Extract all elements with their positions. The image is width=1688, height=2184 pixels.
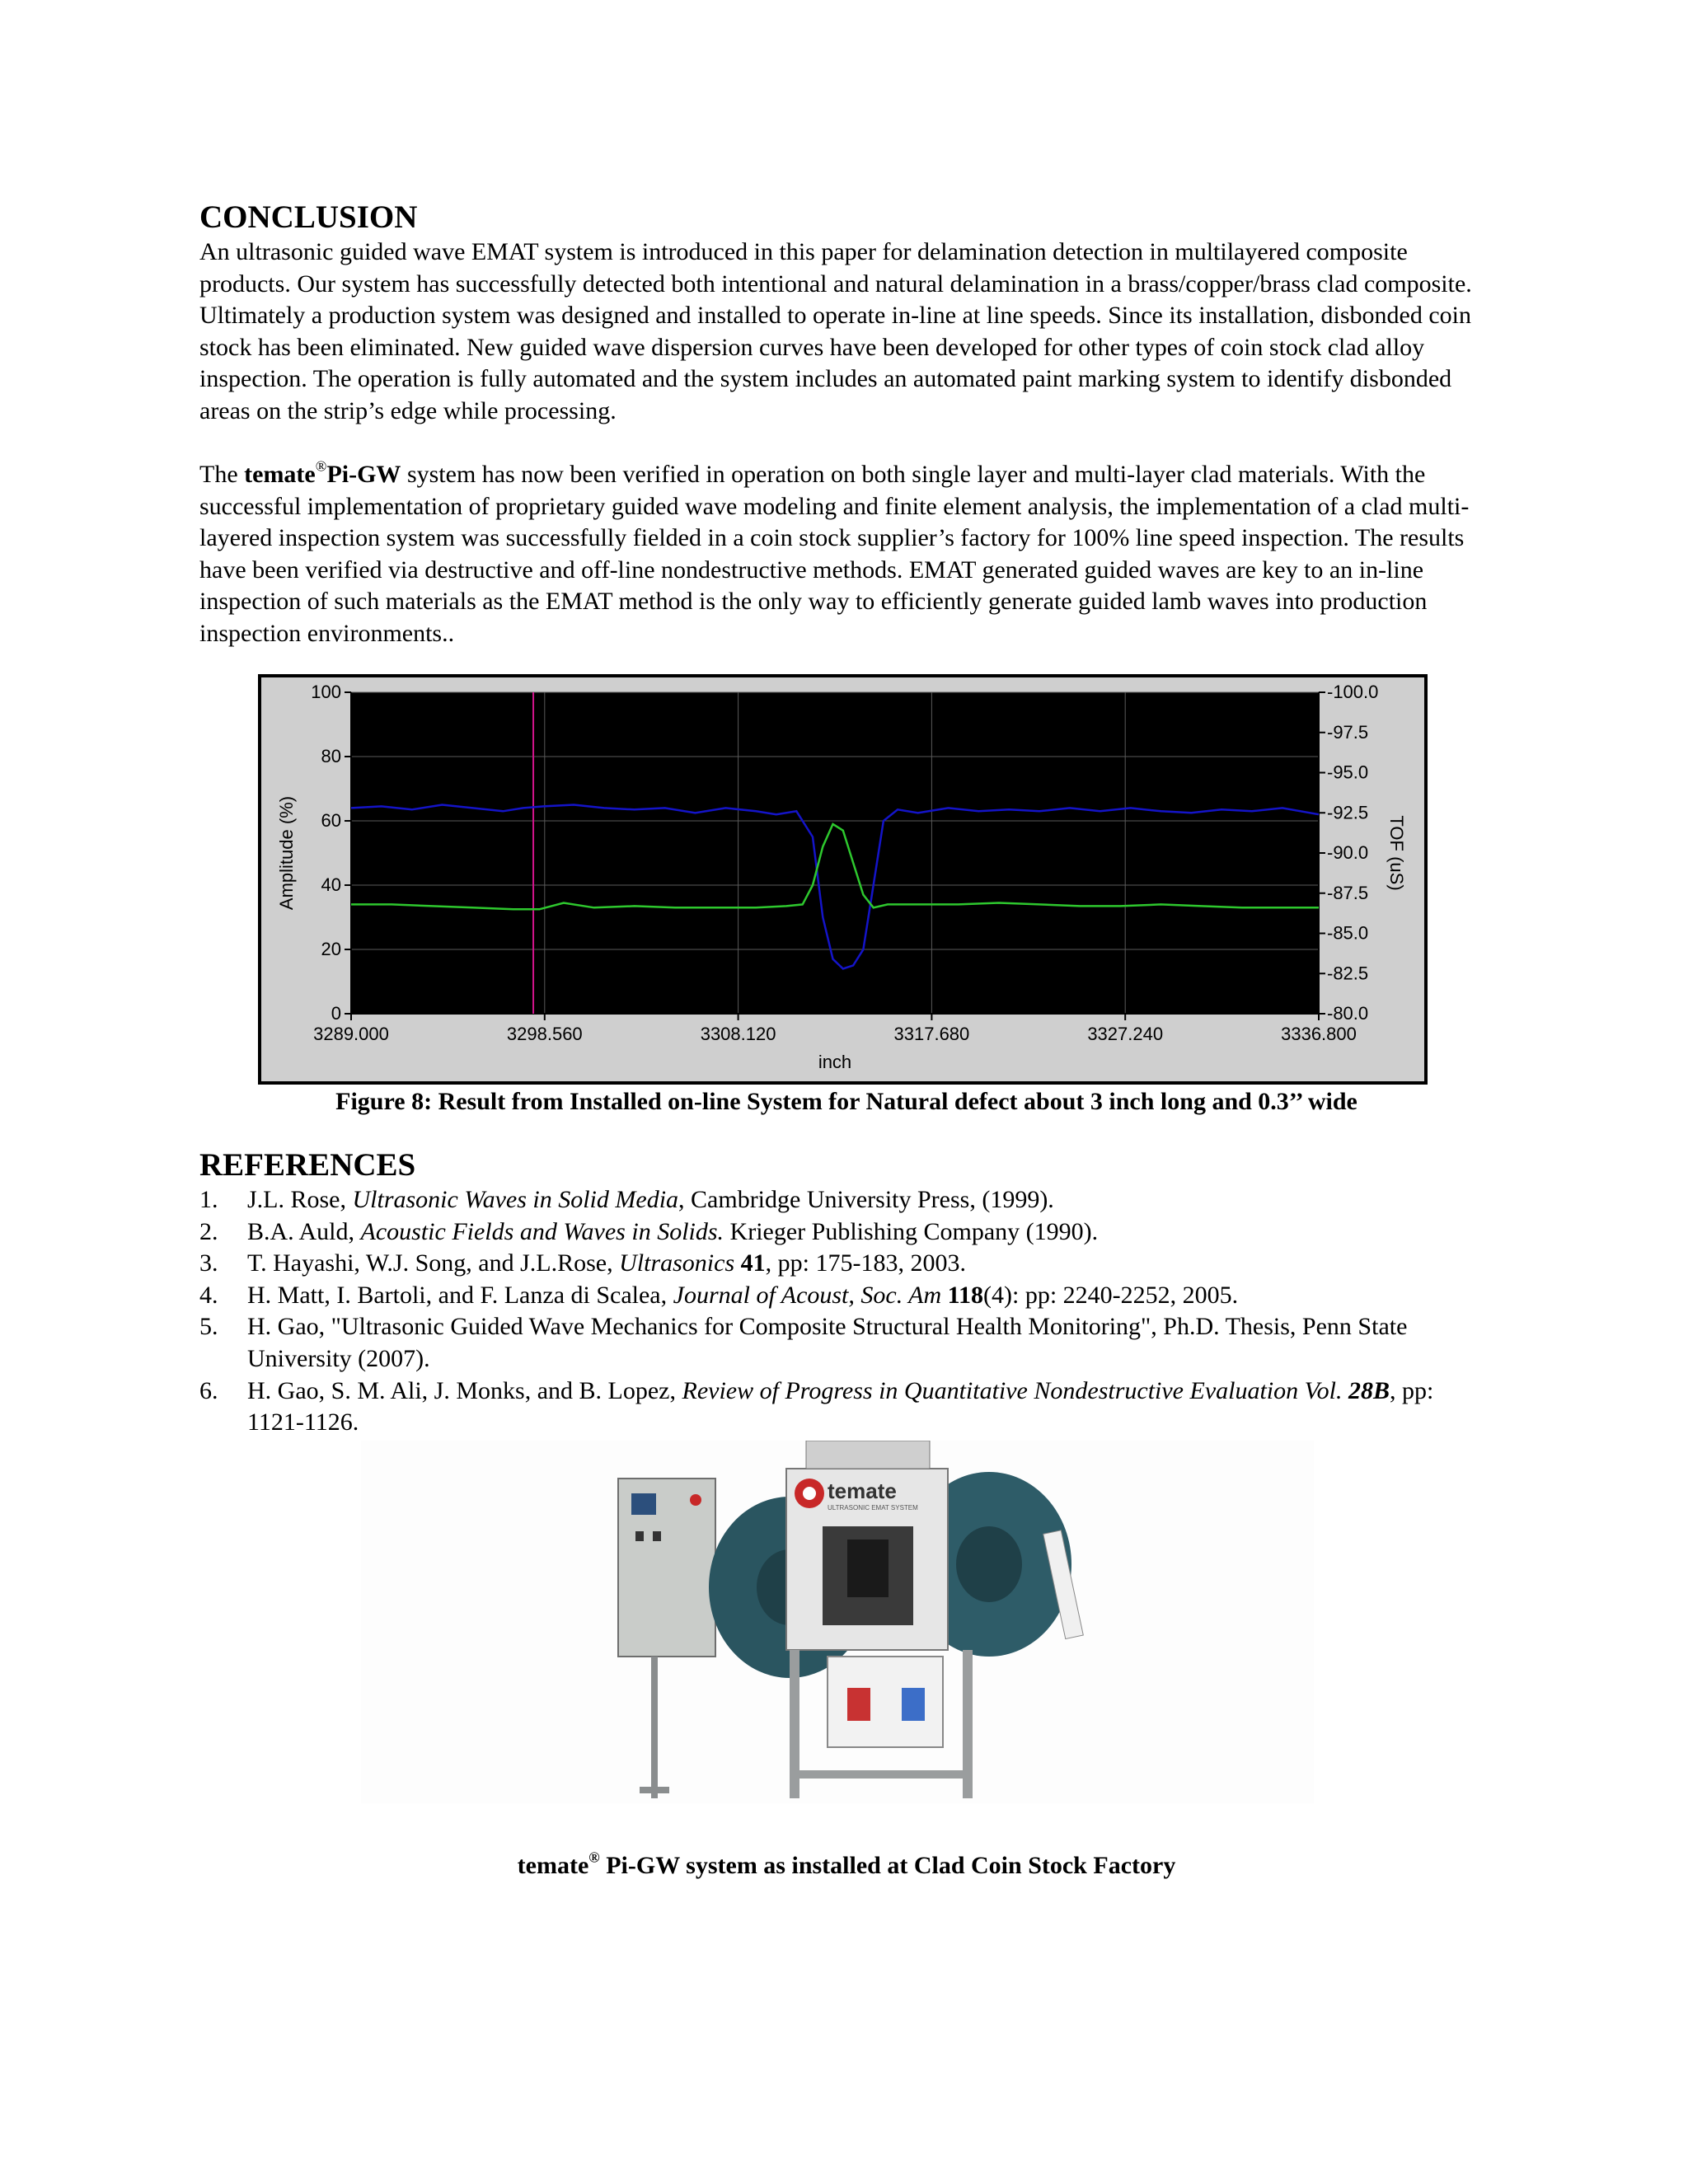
reference-number: 4. bbox=[199, 1281, 218, 1309]
y2-tick-label: -82.5 bbox=[1327, 963, 1369, 984]
system-photo bbox=[361, 1441, 1314, 1803]
figure-8-caption: Figure 8: Result from Installed on-line System for Natural defect about 3 inch long and 0.3’’ wide bbox=[335, 1088, 1357, 1115]
x-tick-label: 3336.800 bbox=[1281, 1024, 1357, 1044]
reference-authors: H. Gao, S. M. Ali, J. Monks, and B. Lopez, bbox=[247, 1376, 682, 1404]
y-tick-label: 40 bbox=[321, 874, 341, 895]
reference-authors: H. Matt, I. Bartoli, and F. Lanza di Scalea, bbox=[247, 1281, 673, 1309]
reference-item bbox=[199, 1280, 1493, 1312]
reference-details: (4): pp: 2240-2252, 2005. bbox=[983, 1281, 1239, 1309]
logo-text: temate bbox=[828, 1479, 897, 1503]
system-photo-drawing bbox=[361, 1441, 1314, 1803]
conclusion-heading: CONCLUSION bbox=[199, 199, 418, 235]
references-list bbox=[199, 1184, 1493, 1439]
reference-item bbox=[199, 1216, 1493, 1249]
y-tick-label: 0 bbox=[331, 1003, 341, 1024]
para2-prefix: The bbox=[199, 461, 245, 488]
reference-item bbox=[199, 1248, 1493, 1280]
figure-8-chart bbox=[258, 674, 1428, 1085]
plot-area bbox=[351, 692, 1319, 1014]
reference-details: , pp: 175-183, 2003. bbox=[765, 1249, 966, 1277]
reference-details: Krieger Publishing Company (1990). bbox=[724, 1217, 1099, 1245]
photo-caption-brand: temate bbox=[517, 1852, 589, 1879]
x-tick-label: 3298.560 bbox=[506, 1024, 583, 1044]
y-tick-label: 20 bbox=[321, 939, 341, 959]
registered-mark: ® bbox=[315, 457, 327, 475]
x-tick-label: 3308.120 bbox=[700, 1024, 776, 1044]
para2-body: system has now been verified in operation on both single layer and multi-layer clad materials. With the successful implementation of proprietary guided wave modeling and finite element analysis, the implementation of a clad multi-layered inspection system was successfully fielded in a coin stock supplier’s factory for 100% line speed inspection. The results have been verified via destructive and off-line nondestructive methods. EMAT generated guided waves are key to an in-line inspection of such materials as the EMAT method is the only way to efficiently generate guided lamb waves into production inspection environments.. bbox=[199, 461, 1470, 647]
x-tick-label: 3289.000 bbox=[313, 1024, 389, 1044]
y2-tick-label: -92.5 bbox=[1327, 802, 1369, 823]
y2-tick-label: -95.0 bbox=[1327, 762, 1369, 783]
conclusion-paragraph-1: An ultrasonic guided wave EMAT system is introduced in this paper for delamination detection in multilayered composite products. Our system has successfully detected both intentional and natural delamination in a brass/copper/brass clad composite. Ultimately a production system was designed and installed to operate in-line at line speeds. Since its installation, disbonded coin stock has been eliminated. New guided wave dispersion curves have been developed for other types of coin stock clad alloy inspection. The operation is fully automated and the system includes an automated paint marking system to identify disbonded areas on the strip’s edge while processing. bbox=[199, 238, 1472, 424]
y2-tick-label: -90.0 bbox=[1327, 842, 1369, 863]
reference-title: Acoustic Fields and Waves in Solids. bbox=[360, 1217, 724, 1245]
photo-caption bbox=[199, 1850, 1493, 1882]
brand-name: temate bbox=[244, 461, 316, 488]
reference-authors: B.A. Auld, bbox=[247, 1217, 361, 1245]
reference-number: 5. bbox=[199, 1313, 218, 1341]
y2-tick-label: -97.5 bbox=[1327, 721, 1369, 743]
logo-subtext: ULTRASONIC EMAT SYSTEM bbox=[828, 1504, 918, 1511]
reference-volume: 41 bbox=[734, 1249, 766, 1277]
x-tick-label: 3317.680 bbox=[893, 1024, 970, 1044]
conclusion-section bbox=[199, 199, 1493, 428]
reference-details: , pp: 1121-1126. bbox=[247, 1376, 1434, 1436]
reference-number: 3. bbox=[199, 1249, 218, 1277]
x-tick-label: 3327.240 bbox=[1087, 1024, 1164, 1044]
y-tick-label: 80 bbox=[321, 746, 341, 766]
y2-axis-label: TOF (uS) bbox=[1386, 815, 1407, 891]
product-name: Pi-GW bbox=[326, 461, 401, 488]
y-tick-label: 60 bbox=[321, 810, 341, 831]
reference-number: 2. bbox=[199, 1217, 218, 1245]
reference-title: Review of Progress in Quantitative Nondestructive Evaluation Vol. bbox=[682, 1376, 1348, 1404]
reference-number: 1. bbox=[199, 1186, 218, 1213]
conclusion-paragraph-2 bbox=[199, 459, 1493, 650]
chart-svg bbox=[261, 677, 1424, 1081]
reference-authors: J.L. Rose, bbox=[247, 1186, 353, 1213]
photo-caption-rest: Pi-GW system as installed at Clad Coin Stock Factory bbox=[599, 1852, 1176, 1879]
y2-tick-label: -87.5 bbox=[1327, 882, 1369, 903]
reference-details: , Cambridge University Press, (1999). bbox=[678, 1186, 1054, 1213]
reference-authors: H. Gao, "Ultrasonic Guided Wave Mechanics for Composite Structural Health Monitoring", Ph.D. Thesis, Penn State University (2007). bbox=[247, 1313, 1408, 1372]
references-heading-wrap bbox=[199, 1146, 1493, 1184]
reference-volume: 118 bbox=[941, 1281, 984, 1309]
y2-tick-label: -85.0 bbox=[1327, 922, 1369, 944]
reference-number: 6. bbox=[199, 1376, 218, 1404]
reference-item bbox=[199, 1184, 1493, 1216]
y-axis-label: Amplitude (%) bbox=[276, 795, 297, 911]
x-axis-label: inch bbox=[818, 1052, 852, 1072]
reference-title: Ultrasonic Waves in Solid Media bbox=[352, 1186, 679, 1213]
y2-tick-label: -100.0 bbox=[1327, 682, 1379, 702]
reference-title: Journal of Acoust, Soc. Am bbox=[673, 1281, 942, 1309]
reference-item bbox=[199, 1311, 1493, 1375]
references-heading: REFERENCES bbox=[199, 1147, 416, 1183]
photo-caption-reg: ® bbox=[588, 1849, 600, 1866]
reference-volume: 28B bbox=[1348, 1376, 1390, 1404]
y2-tick-label: -80.0 bbox=[1327, 1003, 1369, 1024]
reference-title: Ultrasonics bbox=[619, 1249, 735, 1277]
reference-item bbox=[199, 1376, 1493, 1439]
reference-authors: T. Hayashi, W.J. Song, and J.L.Rose, bbox=[247, 1249, 620, 1277]
y-tick-label: 100 bbox=[311, 682, 341, 702]
